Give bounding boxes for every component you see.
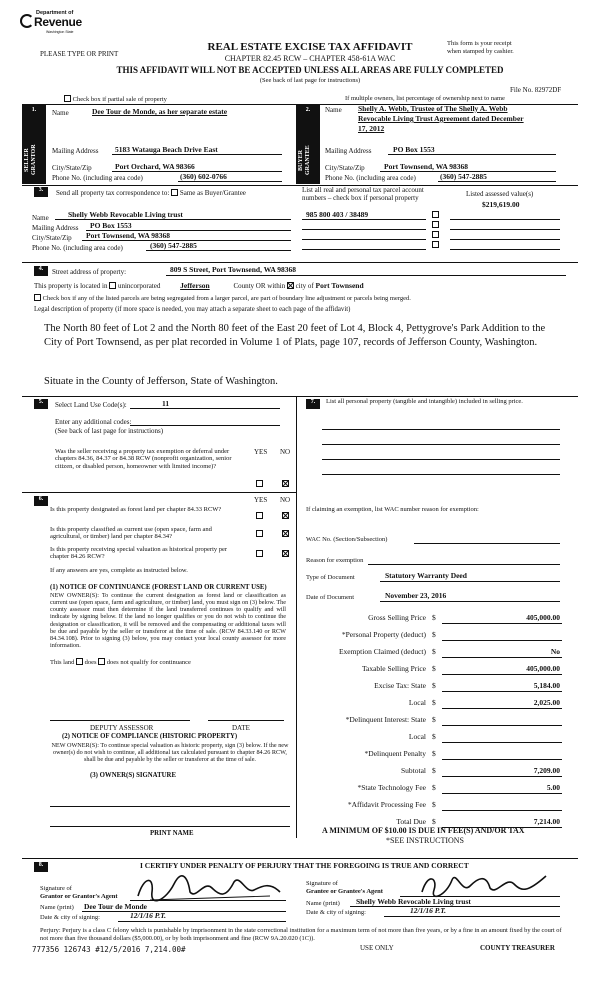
amount-label: Total Due bbox=[396, 817, 426, 826]
buyer-phone: (360) 547-2885 bbox=[440, 172, 487, 181]
amount-value: 7,209.00 bbox=[533, 766, 560, 775]
multiple-owners-note: If multiple owners, list percentage of ownership next to name bbox=[345, 95, 505, 102]
segregated-label: Check box if any of the listed parcels are being segregated from a larger parcel, are part of boundary line adjustment or parcels being merged. bbox=[42, 295, 411, 302]
parcel-line-3 bbox=[302, 239, 426, 240]
s5-no-header: NO bbox=[280, 448, 291, 456]
amount-label: *Delinquent Interest: State bbox=[345, 715, 426, 724]
s3-mailing: PO Box 1553 bbox=[90, 221, 132, 230]
grantor-date-city: 12/1/16 P.T. bbox=[130, 911, 167, 920]
personal-property-checkbox-4[interactable] bbox=[432, 241, 439, 248]
seller-phone: (360) 602-0766 bbox=[180, 172, 227, 181]
assessed-line-4 bbox=[450, 249, 560, 250]
reason-line bbox=[368, 564, 560, 565]
divider-6 bbox=[22, 492, 296, 493]
amount-value: No bbox=[550, 647, 560, 656]
additional-codes-label: Enter any additional codes: bbox=[55, 418, 132, 426]
amount-line bbox=[442, 691, 562, 692]
parcel-label-2: numbers – check box if personal property bbox=[302, 194, 419, 202]
grantee-print-name: Shelly Webb Revocable Living trust bbox=[356, 897, 471, 906]
does-not-checkbox[interactable] bbox=[98, 658, 105, 665]
buyer-name-2: Revocable Living Trust Agreement dated December bbox=[358, 114, 524, 123]
exemption-question: Was the seller receiving a property tax exemption or deferral under chapters 84.36, 84.37 or 84.38 RCW (nonprofit organization, senior citizen, or disabled person, homeowner with limited income)? bbox=[55, 448, 232, 470]
amount-label: Gross Selling Price bbox=[368, 613, 426, 622]
street-label: Street address of property: bbox=[52, 268, 127, 276]
dollar-sign: $ bbox=[432, 647, 436, 656]
s3-name-line bbox=[55, 219, 291, 220]
see-instructions: *SEE INSTRUCTIONS bbox=[386, 836, 465, 845]
buyer-city-label: City/State/Zip bbox=[325, 164, 365, 172]
this-land-row bbox=[50, 658, 191, 666]
amount-line bbox=[442, 793, 562, 794]
amount-value: 405,000.00 bbox=[526, 664, 560, 673]
dollar-sign: $ bbox=[432, 681, 436, 690]
receipt-stamp: 777356 126743 #12/5/2016 7,214.00# bbox=[32, 945, 186, 954]
grantee-name-line bbox=[350, 906, 560, 907]
unincorporated-checkbox[interactable] bbox=[109, 282, 116, 289]
parcel-label-1: List all real and personal tax parcel account bbox=[302, 186, 424, 194]
section-2-number: 2. bbox=[296, 107, 320, 114]
seller-city-label: City/State/Zip bbox=[52, 164, 92, 172]
city-checkbox[interactable] bbox=[287, 282, 294, 289]
section-5-number: 5. bbox=[34, 399, 48, 409]
divider-3 bbox=[22, 185, 578, 186]
assessed-line-3 bbox=[450, 239, 560, 240]
dor-logo bbox=[20, 10, 100, 36]
grantee-sig-label-2: Grantee or Grantee's Agent bbox=[306, 888, 383, 895]
seller-name: Dee Tour de Monde, as her separate estate bbox=[92, 107, 228, 116]
doc-date-label: Date of Document bbox=[306, 594, 355, 601]
county-treasurer-label: COUNTY TREASURER bbox=[480, 944, 555, 952]
street-line bbox=[166, 275, 566, 276]
deputy-date-line bbox=[208, 720, 284, 721]
form-title: REAL ESTATE EXCISE TAX AFFIDAVIT bbox=[207, 41, 413, 53]
seller-name-label: Name bbox=[52, 109, 69, 117]
parcel-line-2 bbox=[302, 229, 426, 230]
exemption-yes-checkbox[interactable] bbox=[256, 480, 263, 487]
amount-value: 5,184.00 bbox=[533, 681, 560, 690]
owner-signature-label: (3) OWNER(S) SIGNATURE bbox=[90, 772, 176, 779]
s3-phone: (360) 547-2885 bbox=[150, 241, 197, 250]
grantor-sig-line bbox=[130, 900, 286, 901]
grantor-date-city-label: Date & city of signing: bbox=[40, 914, 100, 921]
s5-yes-header: YES bbox=[254, 448, 268, 456]
deputy-date-label: DATE bbox=[232, 724, 250, 732]
use-only-label: USE ONLY bbox=[360, 944, 394, 952]
dollar-sign: $ bbox=[432, 732, 436, 741]
send-correspondence-row bbox=[56, 189, 246, 197]
grantee-date-city-label: Date & city of signing: bbox=[306, 909, 366, 916]
amount-line bbox=[442, 623, 562, 624]
amount-label: *Affidavit Processing Fee bbox=[347, 800, 426, 809]
assessed-value: $219,619.00 bbox=[482, 200, 520, 209]
notice-compliance-title: (2) NOTICE OF COMPLIANCE (HISTORIC PROPERTY) bbox=[62, 733, 238, 740]
grantor-sig-label-2: Grantor or Grantor's Agent bbox=[40, 893, 118, 900]
grantee-date-city: 12/1/16 P.T. bbox=[410, 906, 447, 915]
segregated-checkbox[interactable] bbox=[34, 294, 41, 301]
same-as-buyer-label: Same as Buyer/Grantee bbox=[179, 189, 246, 197]
amount-value: 5.00 bbox=[546, 783, 560, 792]
located-prefix: This property is located in bbox=[34, 282, 108, 290]
form-warning: THIS AFFIDAVIT WILL NOT BE ACCEPTED UNLESS ALL AREAS ARE FULLY COMPLETED bbox=[116, 65, 504, 75]
historic-question: Is this property receiving special valuation as historical property per chapter 84.26 RCW? bbox=[50, 546, 228, 561]
dollar-sign: $ bbox=[432, 613, 436, 622]
please-type: PLEASE TYPE OR PRINT bbox=[40, 50, 119, 58]
print-name-line bbox=[50, 826, 290, 827]
personal-property-label: List all personal property (tangible and intangible) included in selling price. bbox=[326, 398, 523, 405]
forest-land-question: Is this property designated as forest land per chapter 84.33 RCW? bbox=[50, 506, 222, 513]
s3-mailing-label: Mailing Address bbox=[32, 224, 79, 232]
county-or-label: County OR within bbox=[233, 282, 286, 290]
grantor-name-print-label: Name (print) bbox=[40, 904, 74, 911]
legal-label: Legal description of property (if more space is needed, you may attach a separate sheet to each page of the affidavit) bbox=[34, 306, 351, 313]
dollar-sign: $ bbox=[432, 783, 436, 792]
buyer-phone-line bbox=[438, 181, 556, 182]
grantee-name-print-label: Name (print) bbox=[306, 900, 340, 907]
segregated-row bbox=[34, 294, 411, 302]
s5-see-back: (See back of last page for instructions) bbox=[55, 427, 164, 435]
exemption-no-checkbox[interactable] bbox=[282, 480, 289, 487]
amount-label: *Personal Property (deduct) bbox=[341, 630, 426, 639]
personal-line-1 bbox=[322, 429, 560, 430]
center-divider bbox=[296, 396, 297, 838]
personal-property-checkbox-3[interactable] bbox=[432, 231, 439, 238]
divider-8 bbox=[22, 858, 578, 859]
notice-continuance-text: NEW OWNER(S): To continue the current designation as forest land or classification as current use (open space, farm and agriculture, or timber) land, you must sign on (3) below. The county assessor must then determine if the land transferred continues to qualify and will indicate by signing below. If the land no longer qualifies or you do not wish to continue the designation or classification, it will be removed and the compensating or additional taxes will be due and payable by the seller or transferor at the time of sale. (RCW 84.33.140 or RCW 84.34.108). Prior to signing (3) below, you may contact your local county assessor for more information. bbox=[50, 592, 286, 649]
buyer-name-label: Name bbox=[325, 106, 342, 114]
amount-line bbox=[442, 640, 562, 641]
dollar-sign: $ bbox=[432, 630, 436, 639]
section-1-number: 1. bbox=[22, 107, 46, 114]
parcel-line-1 bbox=[302, 219, 426, 220]
seller-side-label: SELLER GRANTOR bbox=[24, 144, 37, 176]
same-as-buyer-checkbox[interactable] bbox=[171, 189, 178, 196]
amount-label: *Delinquent Penalty bbox=[364, 749, 426, 758]
dollar-sign: $ bbox=[432, 766, 436, 775]
grantor-name-line bbox=[82, 911, 286, 912]
assessed-line-2 bbox=[450, 229, 560, 230]
historic-yes-checkbox[interactable] bbox=[256, 550, 263, 557]
see-back-note: (See back of last page for instructions) bbox=[259, 77, 361, 84]
deputy-line bbox=[50, 720, 190, 721]
amount-value: 7,214.00 bbox=[533, 817, 560, 826]
unincorporated-label: unincorporated bbox=[117, 282, 161, 290]
perjury-notice: Perjury: Perjury is a class C felony which is punishable by imprisonment in the state correctional institution for a maximum term of not more than five years, or by a fine in an amount fixed by the court of not more than five thousand dollars ($5,000.00), or by both imprisonment and fine (RCW 9A.20.020 (1C)). bbox=[40, 927, 562, 942]
section-4-number: 4. bbox=[34, 266, 48, 276]
amount-line bbox=[442, 810, 562, 811]
located-row bbox=[34, 282, 364, 291]
assessed-line-1 bbox=[450, 219, 560, 220]
dollar-sign: $ bbox=[432, 698, 436, 707]
buyer-mailing: PO Box 1553 bbox=[393, 145, 435, 154]
amount-value: 405,000.00 bbox=[526, 613, 560, 622]
divider-5 bbox=[22, 396, 578, 397]
grantor-print-name: Dee Tour de Monde bbox=[84, 902, 147, 911]
situate-text: Situate in the County of Jefferson, State of Washington. bbox=[44, 376, 278, 387]
print-name-label: PRINT NAME bbox=[150, 830, 194, 837]
deputy-assessor-label: DEPUTY ASSESSOR bbox=[90, 724, 154, 732]
land-use-line bbox=[130, 408, 280, 409]
dollar-sign: $ bbox=[432, 749, 436, 758]
land-use-label: Select Land Use Code(s): bbox=[55, 401, 127, 409]
grantee-sig-label-1: Signature of bbox=[306, 880, 338, 887]
partial-sale-checkbox[interactable] bbox=[64, 95, 71, 102]
dollar-sign: $ bbox=[432, 715, 436, 724]
parcel-numbers: 985 800 403 / 38489 bbox=[306, 210, 369, 219]
personal-line-2 bbox=[322, 444, 560, 445]
section-7-number: 7. bbox=[306, 399, 320, 409]
amount-label: Excise Tax: State bbox=[374, 681, 426, 690]
seller-city: Port Orchard, WA 98366 bbox=[115, 162, 195, 171]
buyer-mailing-label: Mailing Address bbox=[325, 147, 372, 155]
amount-line bbox=[442, 725, 562, 726]
section-6-number: 6. bbox=[34, 496, 48, 506]
dollar-sign: $ bbox=[432, 817, 436, 826]
parcel-line-4 bbox=[302, 249, 426, 250]
amount-line bbox=[442, 776, 562, 777]
amount-label: Exemption Claimed (deduct) bbox=[338, 647, 426, 656]
dollar-sign: $ bbox=[432, 664, 436, 673]
s6-yes-header: YES bbox=[254, 496, 268, 504]
s3-phone-label: Phone No. (including area code) bbox=[32, 244, 123, 252]
does-checkbox[interactable] bbox=[76, 658, 83, 665]
partial-sale-label: Check box if partial sale of property bbox=[72, 96, 167, 103]
s6-no-header: NO bbox=[280, 496, 291, 504]
seller-phone-line bbox=[178, 181, 282, 182]
assessed-label: Listed assessed value(s) bbox=[466, 190, 534, 198]
form-chapter: CHAPTER 82.45 RCW – CHAPTER 458-61A WAC bbox=[224, 54, 396, 63]
personal-line-3 bbox=[322, 459, 560, 460]
seller-mailing: 5183 Watauga Beach Drive East bbox=[115, 145, 218, 154]
doc-type-line bbox=[380, 581, 560, 582]
this-land-label: This land bbox=[50, 659, 75, 666]
s3-phone-line bbox=[146, 250, 291, 251]
grantor-signature-image bbox=[130, 870, 290, 904]
notice-continuance-title: (1) NOTICE OF CONTINUANCE (FOREST LAND OR CURRENT USE) bbox=[50, 584, 267, 591]
notice-compliance-text: NEW OWNER(S): To continue special valuation as historic property, sign (3) below. If the new owner(s) do not wish to continue, all additional tax calculated pursuant to chapter 84.26 RCW, shall be due and payable by the seller or transferor at the time of sale. bbox=[51, 742, 289, 764]
amount-label: Local bbox=[408, 698, 426, 707]
divider-4 bbox=[22, 262, 578, 263]
current-use-no-checkbox[interactable] bbox=[282, 530, 289, 537]
amount-label: *State Technology Fee bbox=[357, 783, 426, 792]
doc-type: Statutory Warranty Deed bbox=[385, 571, 467, 580]
grantee-date-line bbox=[384, 916, 560, 917]
buyer-city: Port Townsend, WA 98368 bbox=[384, 162, 469, 171]
amount-line bbox=[442, 708, 562, 709]
seller-phone-label: Phone No. (including area code) bbox=[52, 174, 143, 182]
current-use-yes-checkbox[interactable] bbox=[256, 530, 263, 537]
amount-line bbox=[442, 674, 562, 675]
s3-city-label: City/State/Zip bbox=[32, 234, 72, 242]
reason-label: Reason for exemption bbox=[306, 557, 364, 564]
receipt-note-2: when stamped by cashier. bbox=[447, 48, 514, 55]
county-name: Jefferson bbox=[180, 281, 210, 290]
amount-label: Subtotal bbox=[400, 766, 426, 775]
legal-description: The North 80 feet of Lot 2 and the North 80 feet of the East 20 feet of Lot 4, Block 4, Pettygrove's Park Addition to the City of Port Townsend, as per plat recorded in Volume 1 of Plats, page 107, records of Jefferson County, Washington. bbox=[44, 323, 546, 348]
section-3-number: 3. bbox=[34, 187, 48, 197]
doc-type-label: Type of Document bbox=[306, 574, 355, 581]
forest-no-checkbox[interactable] bbox=[282, 512, 289, 519]
s3-name-label: Name bbox=[32, 214, 49, 222]
buyer-name-1: Shelly A. Webb, Trustee of The Shelly A. Webb bbox=[358, 104, 508, 113]
forest-yes-checkbox[interactable] bbox=[256, 512, 263, 519]
dept-state-text: Washington State bbox=[46, 30, 74, 34]
street-address: 809 S Street, Port Townsend, WA 98368 bbox=[170, 265, 296, 274]
answers-note: If any answers are yes, complete as instructed below. bbox=[50, 567, 188, 574]
amount-value: 2,025.00 bbox=[533, 698, 560, 707]
doc-date-line bbox=[380, 601, 560, 602]
current-use-question: Is this property classified as current use (open space, farm and agricultural, or timber) land per chapter 84.34? bbox=[50, 526, 212, 541]
amount-line bbox=[442, 657, 562, 658]
buyer-phone-label: Phone No. (including area code) bbox=[325, 174, 416, 182]
does-label: does bbox=[84, 659, 97, 666]
amount-label: Local bbox=[408, 732, 426, 741]
file-number: File No. 82972DF bbox=[510, 86, 562, 94]
dept-small-text: Department of bbox=[36, 10, 74, 16]
s3-name: Shelly Webb Revocable Living trust bbox=[68, 210, 183, 219]
certify-statement: I CERTIFY UNDER PENALTY OF PERJURY THAT THE FOREGOING IS TRUE AND CORRECT bbox=[140, 861, 469, 870]
land-use-code: 11 bbox=[162, 399, 170, 408]
dept-big-text: Revenue bbox=[34, 15, 82, 29]
personal-line-4 bbox=[322, 474, 560, 475]
doc-date: November 23, 2016 bbox=[385, 591, 447, 600]
wac-label: WAC No. (Section/Subsection) bbox=[306, 536, 388, 543]
dollar-sign: $ bbox=[432, 800, 436, 809]
additional-codes-line bbox=[130, 425, 280, 426]
buyer-mailing-line bbox=[388, 154, 556, 155]
amount-line bbox=[442, 742, 562, 743]
s3-city: Port Townsend, WA 98368 bbox=[86, 231, 171, 240]
personal-property-checkbox-2[interactable] bbox=[432, 221, 439, 228]
buyer-side-label: BUYER GRANTEE bbox=[298, 145, 311, 175]
does-not-label: does not qualify for continuance bbox=[106, 659, 191, 666]
exemption-reason-label: If claiming an exemption, list WAC number reason for exemption: bbox=[306, 506, 479, 513]
personal-property-checkbox-1[interactable] bbox=[432, 211, 439, 218]
receipt-note-1: This form is your receipt bbox=[447, 40, 512, 47]
send-correspondence-label: Send all property tax correspondence to: bbox=[56, 189, 170, 197]
section-8-number: 8. bbox=[34, 862, 48, 872]
grantor-date-line bbox=[118, 921, 286, 922]
partial-sale-row bbox=[64, 95, 167, 103]
city-name: Port Townsend bbox=[315, 281, 364, 290]
minimum-fee-note: A MINIMUM OF $10.00 IS DUE IN FEE(S) AND/OR TAX bbox=[322, 826, 525, 835]
historic-no-checkbox[interactable] bbox=[282, 550, 289, 557]
owner-sig-line bbox=[50, 806, 290, 807]
wac-line bbox=[414, 543, 560, 544]
seller-mailing-line bbox=[112, 154, 282, 155]
amount-label: Taxable Selling Price bbox=[361, 664, 426, 673]
grantor-sig-label-1: Signature of bbox=[40, 885, 72, 892]
amount-line bbox=[442, 759, 562, 760]
buyer-name-3: 17, 2012 bbox=[358, 124, 385, 133]
city-of-label: city of bbox=[295, 282, 314, 290]
seller-mailing-label: Mailing Address bbox=[52, 147, 99, 155]
